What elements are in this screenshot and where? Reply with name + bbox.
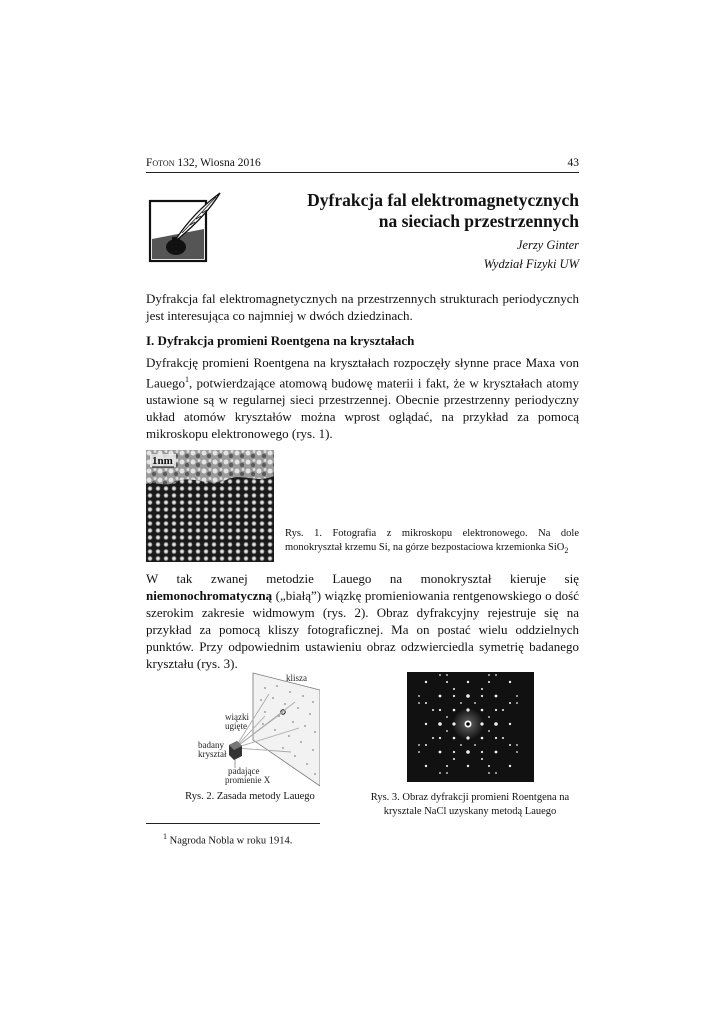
laue-spot: [481, 695, 483, 697]
laue-spot: [418, 751, 420, 753]
journal-issue: 132, Wiosna 2016: [174, 157, 261, 169]
laue-spot: [474, 744, 476, 746]
caption-3-line-2: krysztale NaCl uzyskany metodą Lauego: [383, 806, 557, 817]
footnote-number: 1: [163, 832, 167, 841]
caption-1-text: Rys. 1. Fotografia z mikroskopu elektronowego. Na dole monokryształ krzemu Si, na górze bezpostaciowa krzemionka SiO: [285, 528, 579, 553]
figure-1-microscope-image: [146, 450, 274, 562]
laue-spot: [474, 702, 476, 704]
journal-name: Foton: [146, 157, 175, 169]
footnote-rule: [146, 823, 320, 824]
laue-spot: [466, 750, 470, 754]
footnote: [163, 832, 292, 847]
laue-spot: [418, 744, 420, 746]
laue-spot: [488, 674, 490, 676]
laue-spot: [460, 744, 462, 746]
footnote-text: Nagroda Nobla w roku 1914.: [167, 835, 293, 847]
laue-spot: [425, 765, 427, 767]
laue-spot: [439, 709, 441, 711]
laue-spot: [488, 765, 490, 767]
figure-2-laue-diagram: [195, 668, 320, 788]
p1-text-a: Dyfrakcję promieni Roentgena na kryształach rozpoczęły słynne prace Maxa von Lauego: [146, 355, 579, 391]
footnote-marker: 1: [184, 375, 189, 384]
p2-text-a: W tak zwanej metodzie Lauego na monokryształ kieruje się: [146, 571, 579, 586]
laue-spot: [495, 695, 498, 698]
figure-1-caption: [285, 527, 579, 558]
laue-spot: [509, 702, 511, 704]
laue-spot: [495, 737, 497, 739]
laue-spot: [516, 695, 518, 697]
laue-spot: [453, 758, 455, 760]
author: Jerzy Ginter: [516, 238, 579, 252]
laue-spot: [495, 772, 497, 774]
laue-spot: [453, 688, 455, 690]
laue-spot: [488, 681, 490, 683]
laue-spot: [502, 737, 504, 739]
laue-spot: [418, 702, 420, 704]
laue-spot: [481, 688, 483, 690]
running-header-journal: [146, 157, 261, 169]
label-klisza: klisza: [286, 673, 307, 683]
laue-spot: [439, 695, 442, 698]
laue-spot: [509, 723, 511, 725]
page-number: 43: [567, 157, 579, 169]
laue-spot: [439, 751, 442, 754]
laue-spot: [439, 772, 441, 774]
section-paragraph-2: [146, 570, 579, 672]
affiliation: Wydział Fizyki UW: [483, 257, 579, 271]
laue-spot: [495, 709, 497, 711]
laue-spot: [467, 681, 469, 683]
laue-spot: [446, 674, 448, 676]
figure-3-laue-pattern: [407, 672, 534, 782]
label-badany-1: badany: [198, 740, 224, 750]
laue-spot: [438, 722, 442, 726]
quill-inkwell-logo: [146, 189, 224, 267]
laue-spot: [439, 737, 441, 739]
laue-spot: [425, 744, 427, 746]
laue-spot: [516, 744, 518, 746]
laue-spot: [509, 681, 511, 683]
laue-spot: [466, 694, 470, 698]
laue-spot: [453, 751, 455, 753]
laue-spot: [432, 709, 434, 711]
laue-spot: [502, 709, 504, 711]
label-padajace-1: padające: [228, 766, 260, 776]
figure-2-caption: Rys. 2. Zasada metody Lauego: [185, 791, 315, 802]
laue-spot: [446, 765, 448, 767]
laue-spot: [453, 737, 456, 740]
p2-bold-term: niemonochromatyczną: [146, 588, 273, 603]
laue-spot: [439, 674, 441, 676]
laue-spot: [481, 737, 484, 740]
laue-spot: [488, 772, 490, 774]
p2-text-b: („białą”) wiązkę promieniowania rentgenowskiego o dość szerokim zakresie widmowym (rys. 2). Obraz dyfrakcyjny rejestruje się na przykład za pomocą kliszy fotograficznej. Ma on postać wielu oddzielnych punktów. Przy odpowiednim ustawieniu obraz odzwierciedla symetrię badanego kryształu (rys. 3).: [146, 588, 579, 671]
title-line-1: Dyfrakcja fal elektromagnetycznych: [307, 190, 579, 210]
laue-spot: [480, 722, 483, 725]
laue-spot: [425, 702, 427, 704]
laue-spot: [446, 716, 448, 718]
section-paragraph-1: [146, 354, 579, 442]
laue-spot: [460, 702, 462, 704]
header-rule: [146, 172, 579, 173]
laue-spot: [425, 723, 427, 725]
laue-spot: [495, 751, 498, 754]
title-line-2: na sieciach przestrzennych: [378, 211, 579, 231]
laue-spot: [446, 681, 448, 683]
laue-spot: [446, 730, 448, 732]
laue-spot: [418, 695, 420, 697]
laue-spot: [452, 722, 455, 725]
laue-spot: [453, 709, 456, 712]
label-wiazki-2: ugięte: [225, 721, 247, 731]
laue-spot: [466, 736, 469, 739]
label-badany-2: kryształ: [198, 749, 227, 759]
laue-spot: [453, 695, 455, 697]
laue-spot: [509, 744, 511, 746]
laue-spot: [425, 681, 427, 683]
figure-3-caption: [356, 791, 584, 819]
scale-label: 1nm: [152, 455, 173, 467]
laue-spot: [516, 751, 518, 753]
label-wiazki-1: wiązki: [225, 712, 249, 722]
laue-spot: [516, 702, 518, 704]
laue-spot: [481, 751, 483, 753]
article-title: [239, 190, 579, 232]
caption-3-line-1: Rys. 3. Obraz dyfrakcji promieni Roentgena na: [370, 792, 570, 803]
laue-spot: [488, 716, 490, 718]
p1-text-b: , potwierdzające atomową budowę materii i fakt, że w kryształach atomy ustawione są w regularnej sieci przestrzennej. Obecnie przestrzenny periodyczny układ atomów kryształów można wprost oglądać, na przykład za pomocą mikroskopu elektronowego (rys. 1).: [146, 375, 579, 442]
laue-spot: [488, 730, 490, 732]
laue-spot: [446, 772, 448, 774]
laue-spot: [481, 758, 483, 760]
laue-spot: [495, 674, 497, 676]
intro-paragraph: Dyfrakcja fal elektromagnetycznych na przestrzennych strukturach periodycznych jest interesująca co najmniej w dwóch dziedzinach.: [146, 291, 579, 323]
laue-spot: [509, 765, 511, 767]
caption-1-subscript: 2: [564, 546, 569, 556]
laue-spot: [494, 722, 498, 726]
laue-spot: [432, 737, 434, 739]
laue-spot: [466, 708, 469, 711]
laue-spot: [467, 765, 469, 767]
label-padajace-2: promienie X: [225, 775, 271, 785]
laue-spot: [481, 709, 484, 712]
section-heading: I. Dyfrakcja promieni Roentgena na kryształach: [146, 333, 415, 348]
